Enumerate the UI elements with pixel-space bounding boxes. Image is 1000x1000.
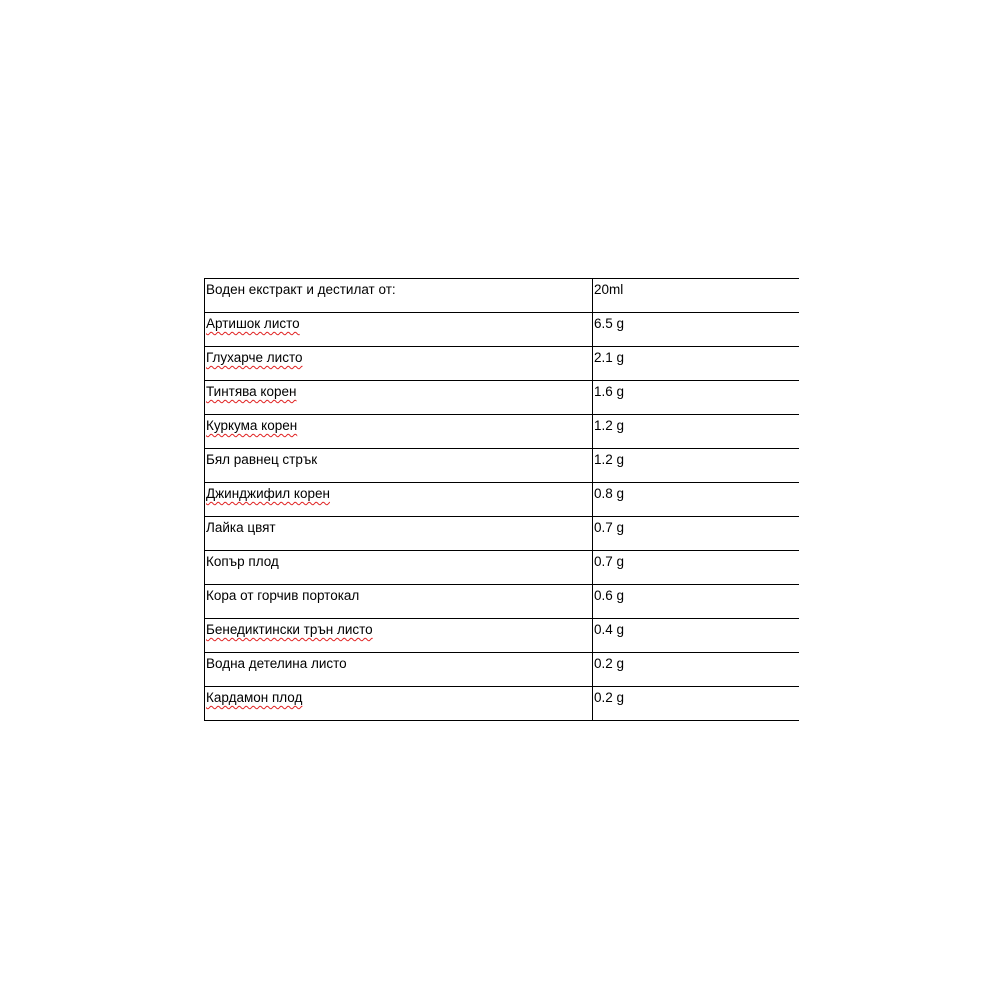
ingredient-name: Джинджифил корен	[206, 486, 330, 501]
ingredient-amount-cell[interactable]	[593, 347, 799, 381]
ingredient-amount-cell[interactable]	[593, 449, 799, 483]
ingredients-table	[204, 278, 799, 721]
table-row	[205, 551, 799, 585]
ingredient-name: Артишок листо	[206, 316, 300, 331]
ingredient-name: Воден екстракт и дестилат от:	[206, 282, 396, 297]
ingredient-name-cell[interactable]	[205, 279, 593, 313]
ingredient-amount: 0.2 g	[594, 656, 625, 671]
table-row	[205, 279, 799, 313]
ingredient-amount: 0.8 g	[594, 486, 625, 501]
ingredient-amount-cell[interactable]	[593, 313, 799, 347]
table-row	[205, 449, 799, 483]
ingredient-name-cell[interactable]	[205, 313, 593, 347]
table-row	[205, 687, 799, 721]
table-row	[205, 653, 799, 687]
ingredient-amount-cell[interactable]	[593, 381, 799, 415]
ingredient-name-cell[interactable]	[205, 517, 593, 551]
table-row	[205, 517, 799, 551]
ingredient-amount-cell[interactable]	[593, 415, 799, 449]
ingredient-amount: 2.1 g	[594, 350, 625, 365]
ingredient-name: Глухарче листо	[206, 350, 303, 365]
ingredient-name-cell[interactable]	[205, 585, 593, 619]
ingredient-amount: 0.2 g	[594, 690, 625, 705]
ingredient-amount: 6.5 g	[594, 316, 625, 331]
table-row	[205, 313, 799, 347]
ingredient-name-cell[interactable]	[205, 381, 593, 415]
ingredient-amount-cell[interactable]	[593, 687, 799, 721]
ingredient-name: Копър плод	[206, 554, 279, 569]
ingredient-name: Бенедиктински трън листо	[206, 622, 373, 637]
ingredient-name-cell[interactable]	[205, 687, 593, 721]
ingredient-amount: 1.2 g	[594, 418, 625, 433]
table-row	[205, 585, 799, 619]
ingredient-amount: 0.4 g	[594, 622, 625, 637]
ingredient-name-cell[interactable]	[205, 653, 593, 687]
ingredient-amount: 0.6 g	[594, 588, 625, 603]
table-row	[205, 483, 799, 517]
ingredient-name: Бял равнец стрък	[206, 452, 318, 467]
ingredient-amount-cell[interactable]	[593, 653, 799, 687]
ingredient-name-cell[interactable]	[205, 619, 593, 653]
table-row	[205, 347, 799, 381]
ingredient-amount-cell[interactable]	[593, 619, 799, 653]
ingredient-amount: 1.2 g	[594, 452, 625, 467]
ingredient-amount-cell[interactable]	[593, 585, 799, 619]
ingredient-name: Куркума корен	[206, 418, 298, 433]
ingredient-amount: 0.7 g	[594, 554, 625, 569]
ingredient-amount: 20ml	[594, 282, 624, 297]
ingredient-amount: 1.6 g	[594, 384, 625, 399]
ingredient-amount-cell[interactable]	[593, 279, 799, 313]
ingredients-table-body	[205, 279, 799, 721]
table-row	[205, 415, 799, 449]
ingredient-name-cell[interactable]	[205, 415, 593, 449]
ingredient-amount-cell[interactable]	[593, 517, 799, 551]
ingredient-amount-cell[interactable]	[593, 483, 799, 517]
ingredient-amount: 0.7 g	[594, 520, 625, 535]
ingredient-name-cell[interactable]	[205, 449, 593, 483]
ingredient-name: Водна детелина листо	[206, 656, 347, 671]
ingredient-name: Кардамон плод	[206, 690, 303, 705]
ingredient-name-cell[interactable]	[205, 483, 593, 517]
ingredient-name-cell[interactable]	[205, 347, 593, 381]
ingredient-name: Кора от горчив портокал	[206, 588, 360, 603]
ingredient-name: Лайка цвят	[206, 520, 276, 535]
table-row	[205, 381, 799, 415]
table-row	[205, 619, 799, 653]
ingredient-amount-cell[interactable]	[593, 551, 799, 585]
ingredient-name: Тинтява корен	[206, 384, 297, 399]
ingredient-name-cell[interactable]	[205, 551, 593, 585]
